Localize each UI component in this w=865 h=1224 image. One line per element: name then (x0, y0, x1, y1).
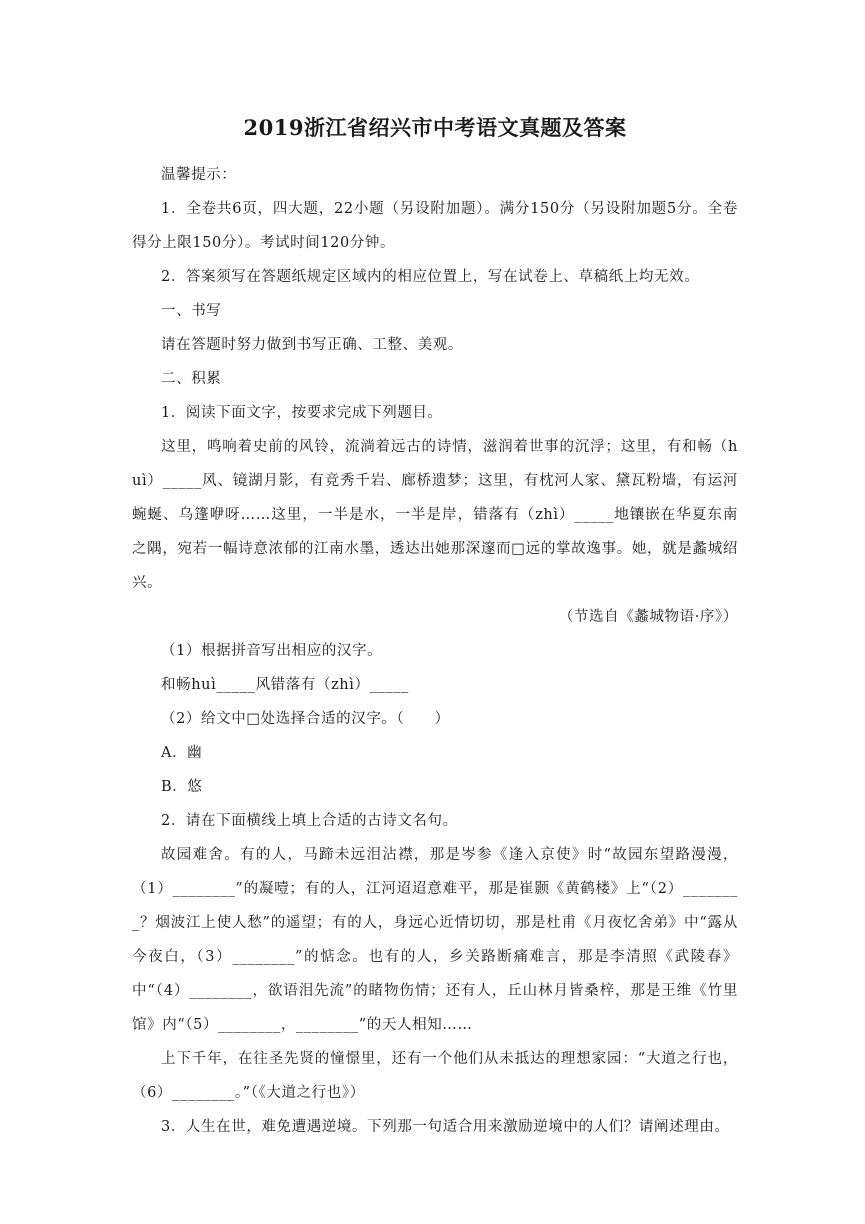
question-3-prompt: 3．人生在世，难免遭遇逆境。下列那一句适合用来激励逆境中的人们？请阐述理由。 (161, 1119, 730, 1135)
tip-2: 2．答案须写在答题纸规定区域内的相应位置上，写在试卷上、草稿纸上均无效。 (161, 269, 700, 285)
tip-1: 1．全卷共6页，四大题，22小题（另设附加题）。满分150分（另设附加题5分。全卷得分上限150分）。考试时间120分钟。 (132, 201, 738, 251)
question-1-prompt: 1．阅读下面文字，按要求完成下列题目。 (161, 405, 443, 421)
option-a: A．幽 (161, 745, 203, 761)
section-writing-heading: 一、书写 (161, 303, 222, 319)
question-2-passage: 故园难舍。有的人，马蹄未远泪沾襟，那是岑参《逢入京使》时“故园东望路漫漫，（1）________”的凝噎；有的人，江河迢迢意难平，那是崔颢《黄鹤楼》上“（2）________？烟波江上使人愁”的遥望；有的人，身远心近情切切，那是杜甫《月夜忆舍弟》中“露从今夜白，（3）________”的惦念。也有的人，乡关路断痛难言，那是李清照《武陵春》中“（4）________，欲语泪先流”的睹物伤情；还有人，丘山林月皆桑梓，那是王维《竹里馆》内“（5）________，________”的天人相知…… (132, 847, 738, 1033)
tips-heading: 温馨提示： (161, 167, 237, 183)
question-1-sub-1-blanks: 和畅huì_____风错落有（zhì）_____ (161, 677, 409, 693)
question-1-passage: 这里，鸣响着史前的风铃，流淌着远古的诗情，滋润着世事的沉浮；这里，有和畅（huì）_____风、镜湖月影，有竞秀千岩、廊桥遗梦；这里，有枕河人家、黛瓦粉墙，有运河蜿蜒、乌篷咿呀……这里，一半是水，一半是岸，错落有（zhì）_____地镶嵌在华夏东南之隅，宛若一幅诗意浓郁的江南水墨，透达出她那深邃而□远的掌故逸事。她，就是蠡城绍兴。 (132, 439, 738, 591)
question-1-sub-2: （2）给文中□处选择合适的汉字。（ ） (161, 711, 450, 727)
option-b: B．悠 (161, 779, 203, 795)
document-title: 2019浙江省绍兴市中考语文真题及答案 (243, 115, 627, 140)
section-writing-instruction: 请在答题时努力做到书写正确、工整、美观。 (161, 337, 463, 353)
section-accumulation-heading: 二、积累 (161, 371, 222, 387)
question-2-passage-end: 上下千年，在往圣先贤的憧憬里，还有一个他们从未抵达的理想家园：“大道之行也，（6）________。”（《大道之行也》） (132, 1051, 738, 1101)
question-2-prompt: 2．请在下面横线上填上合适的古诗文名句。 (161, 813, 458, 829)
question-1-sub-1: （1）根据拼音写出相应的汉字。 (161, 643, 383, 659)
passage-source: （节选自《蠡城物语·序》） (558, 609, 738, 625)
